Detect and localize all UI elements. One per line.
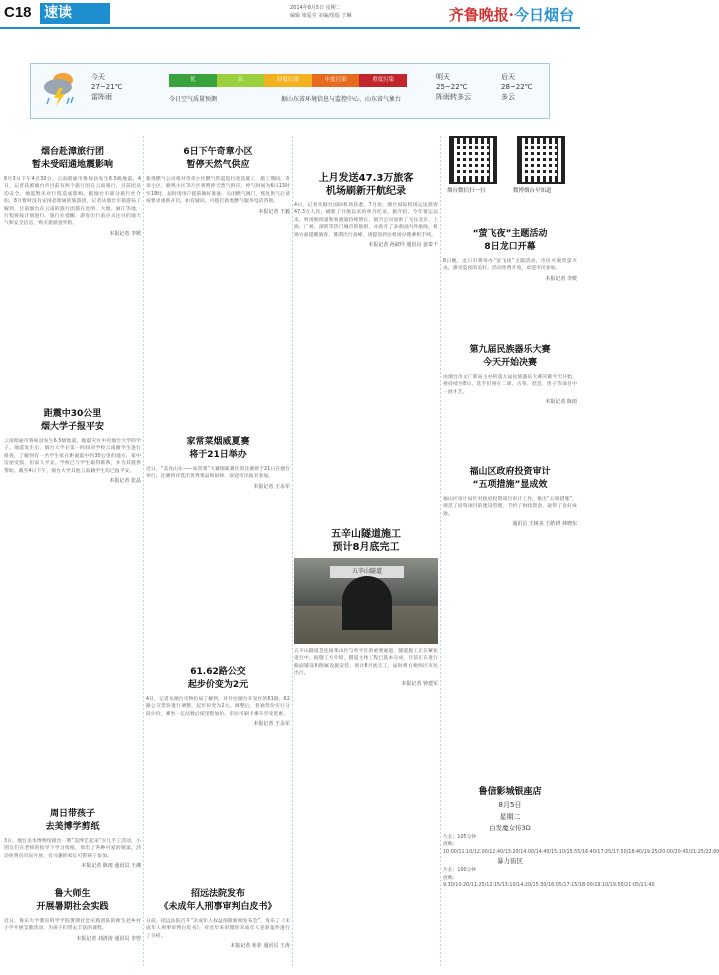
article-credit: 本报记者 李媛 <box>109 230 141 237</box>
article-body: 云南昭通市鲁甸县发生6.5级地震，地震灾区中有烟台大学的学子。地震发生后，烟台大学在第一时间对学校云南籍学生进行排查，了解到有一名学生家在距离震中约30公里的地方，家中房屋受损，但家人平安。学校已与学生取得联系，并为其提供帮助。截至4日下午，烟台大学其他云南籍学生均已报平安。 <box>4 439 141 474</box>
aqi-level-excellent: 优 <box>169 74 217 87</box>
weather-today <box>91 72 123 102</box>
brand-logo: 齐鲁晚报·今日烟台 <box>448 6 574 24</box>
article-university <box>4 408 141 484</box>
issue-date: 2014年8月5日 星期二 <box>290 5 341 11</box>
article-practice <box>4 888 141 942</box>
cinema-title: 鲁信影城银座店 <box>478 787 542 797</box>
editor-credits: 编辑 梁爱莹 美编/组版 于琳 <box>290 13 352 19</box>
column-divider <box>292 136 293 966</box>
today-label: 今天 <box>91 73 105 81</box>
section-title: 速读 <box>40 3 110 24</box>
article-headline: “萤飞夜”主题活动 8日龙口开幕 <box>472 229 548 252</box>
aqi-caption: 今日空气质量预测 <box>169 96 218 103</box>
article-body: 3日，烟台美术博物馆推出一期“美博艺起来”少儿手工活动，小朋友们在老师的指导下学习剪纸，剪出了各种可爱的图案。活动免费向市民开放，有兴趣的家长可带孩子参加。 <box>4 839 141 859</box>
article-body: 4日，记者从烟台国际机场获悉，7月份，烟台国际机场运送旅客47.3万人次，刷新了开航以来的单月纪录。据介绍，今年暑运以来，机场航班量和客流量持续增长，航空公司加密了飞往北京、上海、广州、深圳等热门城市的航班，并新开了多条国内外航线。机场方面提醒旅客，暑期出行高峰，请提前到达机场办理乘机手续。 <box>294 203 438 238</box>
page-code: C18 <box>4 4 32 21</box>
today-desc: 雷阵雨 <box>91 93 112 101</box>
article-body: 五辛山隧道是连接莱山区与牟平区的重要通道，隧道施工正在紧张进行中。据施工方介绍，隧道主体工程已基本完成，目前正在进行路面铺设和附属设施安装，预计8月底完工，届时将方便两区市民出行。 <box>294 649 438 677</box>
thunderstorm-icon <box>41 70 79 110</box>
article-headline: 上月发送47.3万旅客 机场刷新开航纪录 <box>318 173 414 197</box>
article-papercut <box>4 808 141 869</box>
article-credit: 本报记者 张晶 <box>109 478 141 485</box>
article-credit: 本报记者 孙淑玲 通讯员 姜泰千 <box>368 242 438 249</box>
weather-day-after <box>501 72 533 102</box>
article-bus-fare <box>146 666 290 727</box>
article-cooking-contest <box>146 436 290 490</box>
article-body: 福山区审计局针对政府投资项目审计工作，推出“五项措施”，规范了投资项目的建设管理，节约了财政资金，取得了良好成效。 <box>443 497 577 517</box>
wechat-qr-icon[interactable] <box>449 136 497 184</box>
article-tour-group <box>4 146 141 237</box>
weather-band <box>30 63 550 119</box>
weibo-qr-icon[interactable] <box>517 136 565 184</box>
movie-title: 暴力街区 <box>497 857 523 866</box>
article-headline: 五辛山隧道施工 预计8月底完工 <box>331 529 401 553</box>
article-body: 8日晚，龙口市将举办“萤飞夜”主题活动，市民可观赏萤火虫，感受夏夜的美好。活动免费开放，欢迎市民参加。 <box>443 259 577 272</box>
column-divider <box>440 136 441 966</box>
tomorrow-temp: 25~22℃ <box>436 83 468 91</box>
article-body: 4日，记者从烟台市物价局了解到，对开往烟台开发区的61路、62路公交票价进行调整，起步价变为2元。调整后，普通票价实行分段计价，乘坐一定站数后按里程加价。市民可刷卡乘车享受优惠。 <box>146 697 290 717</box>
after-label: 后天 <box>501 73 515 81</box>
wechat-qr-caption: 烟台微信扫一扫 <box>447 188 486 194</box>
tunnel-sign: 五辛山隧道 <box>330 566 404 578</box>
article-credit: 本报记者 王永军 <box>253 483 290 490</box>
article-court-whitepaper <box>146 888 290 949</box>
article-headline: 烟台赴漳旅行团 暂未受昭通地震影响 <box>31 147 113 170</box>
aqi-level-light: 轻度污染 <box>264 74 312 87</box>
tomorrow-desc: 阵雨转多云 <box>436 93 471 101</box>
after-desc: 多云 <box>501 93 515 101</box>
article-body: 近日，“美食山东——家常菜”大赛烟威赛区的比赛将于21日在烟台举行。比赛将评选出优秀菜品和厨师，欢迎市民报名参加。 <box>146 467 290 480</box>
article-credit: 本报记者 王永军 <box>253 721 290 728</box>
aqi-source: 据山东省环境信息与监控中心、山东省气象台 <box>281 96 402 103</box>
article-body: 近日，鲁东大学教育科学学院暑期社会实践团队的师生赴乡村小学开展支教活动，为孩子们带去丰富的课程。 <box>4 919 141 932</box>
brand-name: 齐鲁晚报 <box>448 6 509 24</box>
movie-title: 白发魔女传3D <box>489 824 531 832</box>
article-credit: 本报记者 刘清涛 通讯员 李曾 <box>76 935 141 942</box>
article-body: 由烟台市文广新局主办的第九届民族器乐大赛决赛今天开始，将持续至8日。选手们将在二胡、古筝、琵琶、笛子等项目中一展才艺。 <box>443 375 577 395</box>
cinema-weekday: 星期二 <box>499 813 521 821</box>
tunnel-photo <box>294 558 438 644</box>
article-headline: 家常菜烟威夏赛 将于21日举办 <box>186 437 250 460</box>
movie-showtimes: 片长：105分钟 放映：10:00/11:10/12:00/12:40/13:20/14:00/14:40/15:10/15:55/16:40/17:25/17:50/18:40/19:25/20:00/20:45/21:25/22:00 <box>443 835 719 855</box>
article-tunnel <box>294 528 438 687</box>
article-headline: 周日带孩子 去美博学剪纸 <box>45 809 100 832</box>
tomorrow-label: 明天 <box>436 73 450 81</box>
article-audit <box>443 466 577 527</box>
article-credit: 本报记者 陈雨 通讯员 王湘 <box>81 863 141 870</box>
article-credit: 本报记者 王毅 <box>258 208 290 215</box>
article-headline: 61.62路公交 起步价变为2元 <box>187 667 249 690</box>
article-firefly <box>443 228 577 282</box>
article-credit: 通讯员 王树美 王皓妍 林晓东 <box>512 521 577 528</box>
page-header <box>0 0 580 28</box>
article-headline: 招远法院发布 《未成年人刑事审判白皮书》 <box>159 889 277 912</box>
brand-today: 今日烟台 <box>513 6 574 24</box>
article-body: 新奥燃气公司将对奇章小区燃气管道进行改造施工，施工期间，奇章小区、鹿鸣小区等片区将暂停天然气供应。停气时间为6日13时至18时。届时请用户提前做好准备，关闭燃气阀门，恢复供气后请按要求重新开启。如有疑问，可拨打新奥燃气服务电话咨询。 <box>146 177 290 205</box>
article-headline: 福山区政府投资审计 “五项措施”显成效 <box>469 467 551 490</box>
aqi-scale <box>169 74 407 87</box>
aqi-level-moderate: 中度污染 <box>312 74 360 87</box>
column-divider <box>143 136 144 966</box>
movie-showtimes: 片长：100分钟 放映：9:30/10:20/11:25/12:15/13:10/14:20/15:30/16:05/17:15/18:00/19:10/19:50/21:05/21:40 <box>443 868 655 889</box>
weather-tomorrow <box>436 72 471 102</box>
article-headline: 第九届民族器乐大赛 今天开始决赛 <box>469 345 551 368</box>
article-headline: 距震中30公里 烟大学子报平安 <box>40 409 104 432</box>
cinema-date: 8月5日 <box>498 801 522 809</box>
aqi-level-good: 良 <box>217 74 265 87</box>
tunnel-arch <box>342 576 392 630</box>
article-credit: 本报记者 苑菲 通讯员 王涛 <box>230 943 290 950</box>
article-gas-supply <box>146 146 290 215</box>
article-headline: 鲁大师生 开展暑期社会实践 <box>36 889 109 912</box>
article-headline: 6日下午奇章小区 暂停天然气供应 <box>183 147 253 170</box>
aqi-level-heavy: 重度污染 <box>359 74 407 87</box>
weibo-qr-caption: 微博烟台早知道 <box>513 188 552 194</box>
article-credit: 本报记者 陈雨 <box>545 399 577 406</box>
article-credit: 本报记者 李媛 <box>545 275 577 282</box>
today-temp: 27~21℃ <box>91 83 123 91</box>
article-body: 8月3日下午4点30分，云南昭通市鲁甸县发生6.5级地震。4日，记者获悉烟台市目前有两个旅行团在云南旅行，目前团员均安全，地震暂未对行程造成影响。据烟台市部分旅行社介绍，8月暂时没有安排赴昭通的旅游团，记者从烟台市旅游局了解到，目前烟台在云南的旅行团都在昆明、大理、丽江等地，行程将按计划进行。旅行社提醒，游客出行前应关注目的地天气和安全信息，购买旅游意外险。 <box>4 177 141 227</box>
article-music-contest <box>443 344 577 405</box>
qr-codes <box>443 136 577 192</box>
header-rule <box>0 27 580 29</box>
article-credit: 本报记者 钟建军 <box>401 680 438 687</box>
after-temp: 28~22℃ <box>501 83 533 91</box>
header-meta <box>290 4 351 20</box>
cinema-schedule <box>443 786 719 889</box>
article-airport <box>294 172 438 248</box>
article-body: 日前，招远法院召开“未成年人权益保障新闻发布会”，发布了《未成年人刑事审判白皮书》，对近年来审理的未成年人犯罪案件进行了分析。 <box>146 919 290 939</box>
